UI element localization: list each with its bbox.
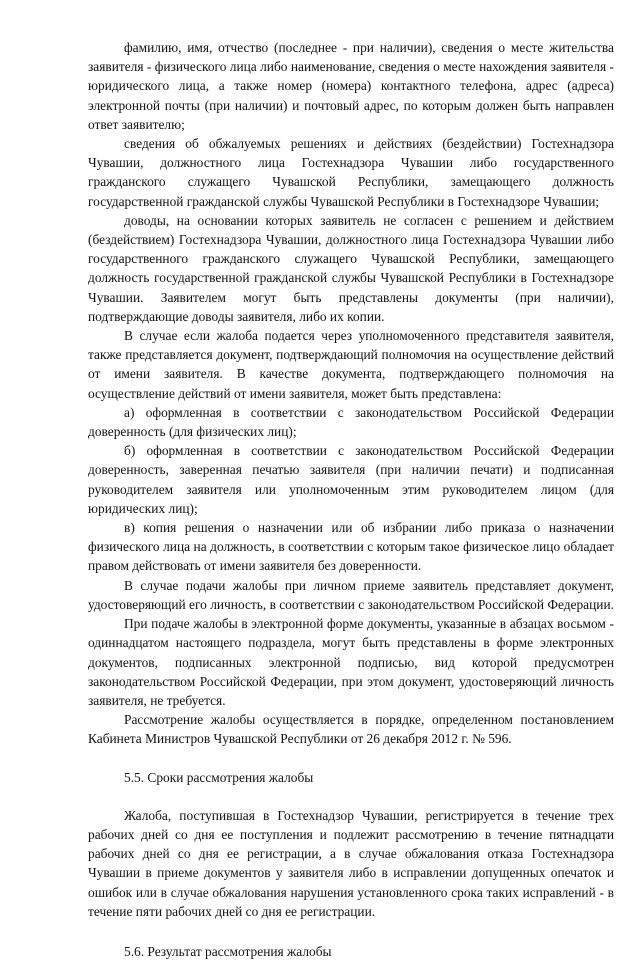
paragraph-arguments: доводы, на основании которых заявитель не согласен с решением и действием (бездействием) Гостехнадзора Чувашии, должностного лица Гостехнадзора Чувашии либо государственного гражданского служащего Чувашской Республики, замещающего должность государственной гражданской службы Чувашской Республики в Гостехнадзоре Чувашии. Заявителем могут быть представлены документы (при наличии), подтверждающие доводы заявителя, либо их копии. [88, 212, 614, 324]
paragraph-item-a: а) оформленная в соответствии с законодательством Российской Федерации доверенность (для физических лиц); [88, 404, 614, 440]
paragraph-electronic-form: При подаче жалобы в электронной форме документы, указанные в абзацах восьмом - одиннадцатом настоящего подраздела, могут быть представлены в форме электронных документов, подписанных электронной подписью, вид которой предусмотрен законодательством Российской Федерации, при этом документ, удостоверяющий личность заявителя, не требуется. [88, 616, 614, 708]
spacer [88, 787, 614, 806]
paragraph-item-c: в) копия решения о назначении или об избрании либо приказа о назначении физического лица на должность, в соответствии с которым такое физическое лицо обладает правом действовать от имени заявителя без доверенности. [88, 520, 614, 574]
paragraph-item-b: б) оформленная в соответствии с законодательством Российской Федерации доверенность, заверенная печатью заявителя (при наличии печати) и подписанная руководителем заявителя или уполномоченным этим руководителем лицом (для юридических лиц); [88, 443, 614, 516]
section-heading-5-6: 5.6. Результат рассмотрения жалобы [124, 943, 332, 959]
paragraph-appealed-decisions: сведения об обжалуемых решениях и действиях (бездействии) Гостехнадзора Чувашии, должностного лица Гостехнадзора Чувашии либо государственного гражданского служащего Чувашской Республики, замещающего должность государственной гражданской службы Чувашской Республики в Гостехнадзоре Чувашии; [88, 136, 614, 209]
paragraph-review-terms: Жалоба, поступившая в Гостехнадзор Чувашии, регистрируется в течение трех рабочих дней со дня ее поступления и подлежит рассмотрению в течение пятнадцати рабочих дней со дня ее регистрации, а в случае обжалования отказа Гостехнадзора Чувашии в приеме документов у заявителя либо в исправлении допущенных опечаток и ошибок или в случае обжалования нарушения установленного срока таких исправлений - в течение пяти рабочих дней со дня ее регистрации. [88, 807, 614, 919]
paragraph-representative: В случае если жалоба подается через уполномоченного представителя заявителя, также представляется документ, подтверждающий полномочия на осуществление действий от имени заявителя. В качестве документа, подтверждающего полномочия на осуществление действий от имени заявителя, может быть представлена: [88, 328, 614, 401]
paragraph-applicant-details: фамилию, имя, отчество (последнее - при наличии), сведения о месте жительства заявителя - физического лица либо наименование, сведения о месте нахождения заявителя - юридического лица, а также номер (номера) контактного телефона, адрес (адреса) электронной почты (при наличии) и почтовый адрес, по которым должен быть направлен ответ заявителю; [88, 40, 614, 132]
spacer [88, 921, 614, 942]
section-heading-5-5: 5.5. Сроки рассмотрения жалобы [124, 769, 314, 785]
paragraph-review-procedure: Рассмотрение жалобы осуществляется в порядке, определенном постановлением Кабинета Министров Чувашской Республики от 26 декабря 2012 г. № 596. [88, 712, 614, 747]
paragraph-personal-reception: В случае подачи жалобы при личном приеме заявитель представляет документ, удостоверяющий его личность, в соответствии с законодательством Российской Федерации. [88, 577, 614, 612]
spacer [88, 749, 614, 768]
document-page [88, 38, 614, 961]
